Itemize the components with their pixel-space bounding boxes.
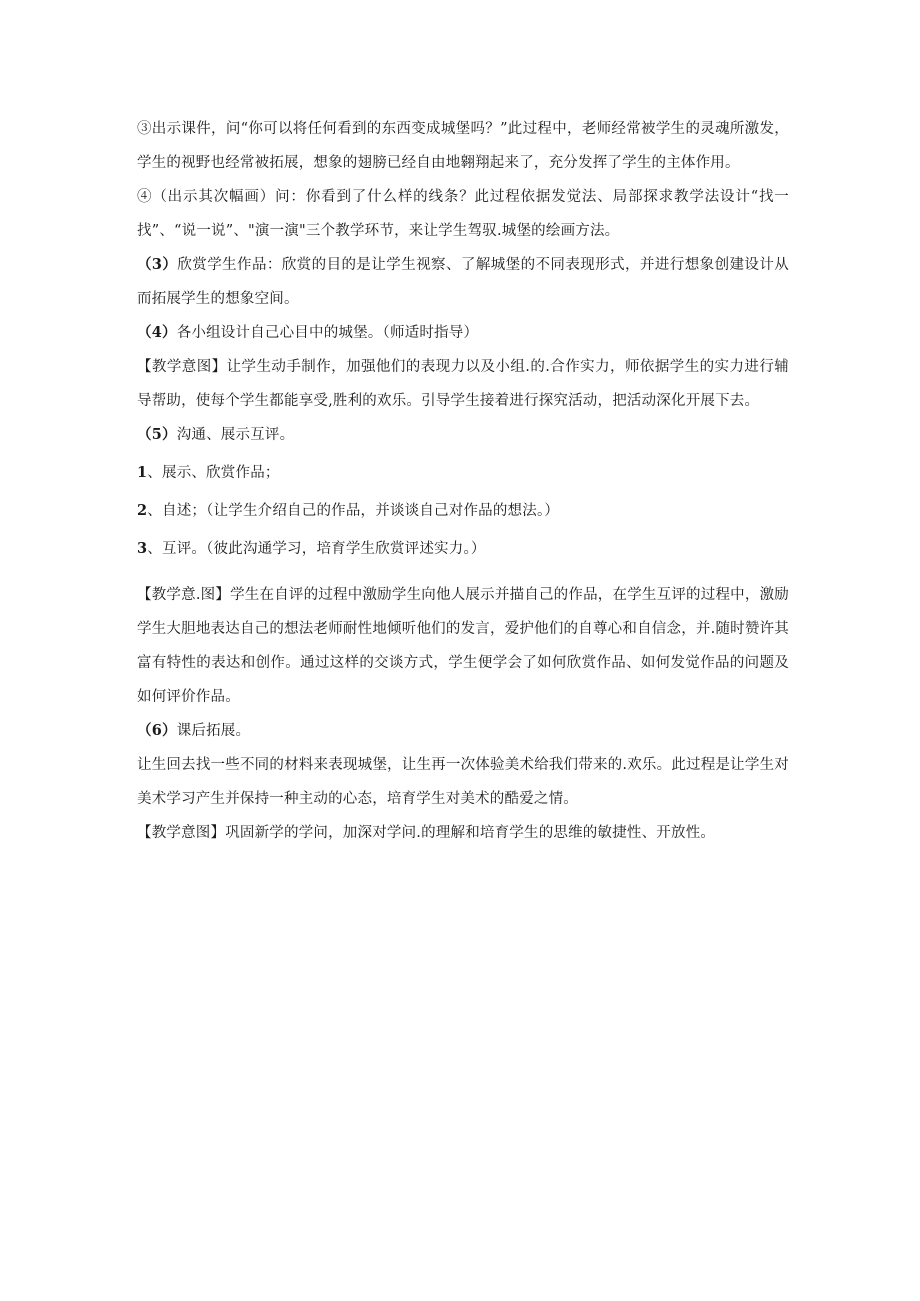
list-item-peer-review bbox=[137, 532, 789, 566]
paragraph-teaching-intent-2: 【教学意.图】学生在自评的过程中激励学生向他人展示并描自己的作品，在学生互评的过程中，激励学生大胆地表达自己的想法老师耐性地倾听他们的发言，爱护他们的自尊心和自信念，并.随时赞许其富有特性的表达和创作。通过这样的交谈方式，学生便学会了如何欣赏作品、如何发觉作品的问题及如何评价作品。 bbox=[137, 587, 789, 705]
list-text: 、展示、欣赏作品； bbox=[147, 465, 280, 481]
list-number: 2 bbox=[137, 502, 148, 519]
step-number: （5） bbox=[137, 426, 177, 443]
step-number: （6） bbox=[137, 722, 177, 739]
paragraph-courseware-question: ③出示课件，问“你可以将任何看到的东西变成城堡吗？”此过程中，老师经常被学生的灵魂所激发，学生的视野也经常被拓展，想象的翅膀已经自由地翱翔起来了，充分发挥了学生的主体作用。 bbox=[137, 121, 789, 171]
paragraph-appreciate-works bbox=[137, 248, 789, 316]
step-text: 沟通、展示互评。 bbox=[176, 427, 295, 443]
list-item-self-describe bbox=[137, 494, 789, 528]
list-text: 、互评。（彼此沟通学习，培育学生欣赏评述实力。） bbox=[147, 541, 486, 557]
paragraph-extension bbox=[137, 714, 789, 748]
paragraph-group-design bbox=[137, 316, 789, 350]
step-text: 课后拓展。 bbox=[176, 723, 251, 739]
paragraph-communicate bbox=[137, 418, 789, 452]
list-number: 3 bbox=[137, 540, 148, 557]
list-item-display bbox=[137, 456, 789, 490]
paragraph-teaching-intent-3: 【教学意图】巩固新学的学问，加深对学问.的理解和培育学生的思维的敏捷性、开放性。 bbox=[137, 825, 716, 841]
step-text: 欣赏学生作品：欣赏的目的是让学生视察、了解城堡的不同表现形式，并进行想象创建设计从而拓展学生的想象空间。 bbox=[137, 257, 789, 307]
paragraph-second-picture: ④（出示其次幅画）问：你看到了什么样的线条？此过程依据发觉法、局部探求教学法设计“找一找”、“说一说”、"演一演"三个教学环节，来让学生驾驭.城堡的绘画方法。 bbox=[137, 189, 789, 239]
paragraph-materials: 让生回去找一些不同的材料来表现城堡，让生再一次体验美术给我们带来的.欢乐。此过程是让学生对美术学习产生并保持一种主动的心态，培育学生对美术的酷爱之情。 bbox=[137, 757, 789, 807]
step-text: 各小组设计自己心目中的城堡。（师适时指导） bbox=[176, 325, 479, 341]
step-number: （4） bbox=[137, 324, 177, 341]
document-body bbox=[137, 112, 789, 850]
paragraph-teaching-intent-1: 【教学意图】让学生动手制作，加强他们的表现力以及小组.的.合作实力，师依据学生的实力进行辅导帮助，使每个学生都能享受,胜利的欢乐。引导学生接着进行探究活动，把活动深化开展下去。 bbox=[137, 359, 789, 409]
step-number: （3） bbox=[137, 256, 178, 273]
list-number: 1 bbox=[137, 464, 148, 481]
list-text: 、自述；（让学生介绍自己的作品，并谈谈自己对作品的想法。） bbox=[147, 503, 560, 519]
